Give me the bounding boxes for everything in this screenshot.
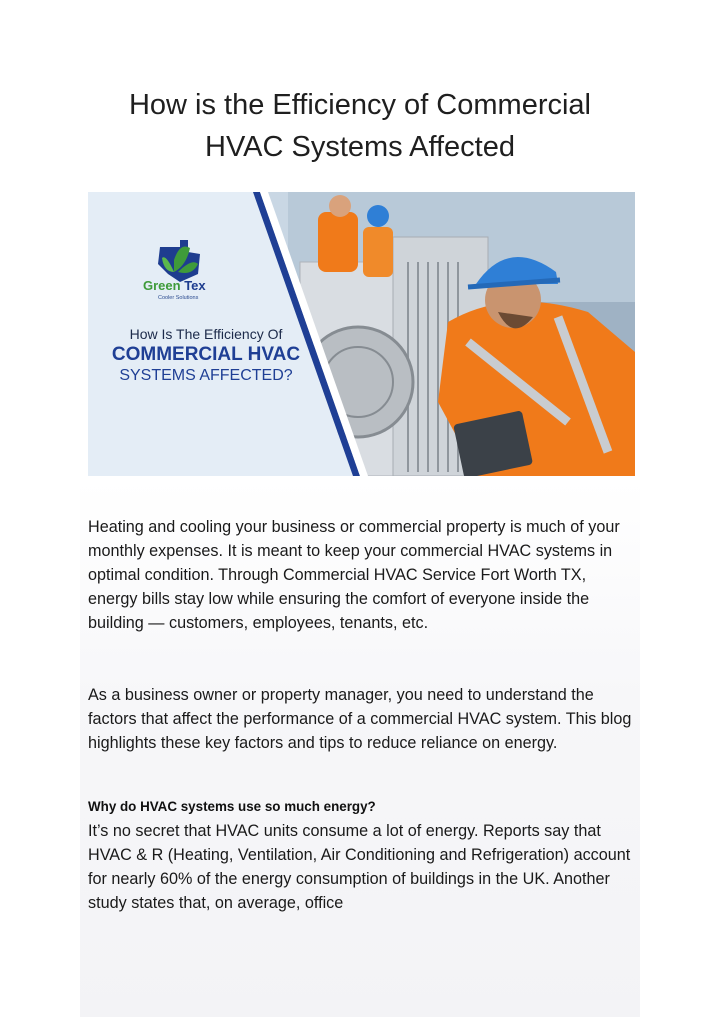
logo-green-text: Green [143, 278, 181, 293]
logo-tex-text: Tex [184, 278, 206, 293]
banner-headline-3: SYSTEMS AFFECTED? [119, 367, 293, 384]
second-paragraph: As a business owner or property manager, you need to understand the factors that affect the performance of a commercial HVAC system. This blog highlights these key factors and tips to reduce reliance on energy. [88, 686, 632, 752]
banner-headline-2: COMMERCIAL HVAC [111, 344, 301, 365]
banner-headline-1: How Is The Efficiency Of [129, 326, 283, 342]
logo-wordmark [143, 278, 206, 293]
intro-paragraph: Heating and cooling your business or commercial property is much of your monthly expenses. It is meant to keep your commercial HVAC systems in optimal condition. Through Commercial HVAC Service Fort Worth TX, energy bills stay low while ensuring the comfort of everyone inside the building — customers, employees, tenants, etc. [88, 518, 620, 632]
page-title [0, 84, 720, 168]
hero-banner-image [88, 192, 635, 476]
logo-tagline: Cooler Solutions [158, 295, 199, 301]
title-line-1: How is the Efficiency of Commercial [128, 89, 591, 121]
title-line-2: HVAC Systems Affected [205, 131, 515, 163]
section-heading: Why do HVAC systems use so much energy? [88, 799, 376, 814]
section-paragraph: It’s no secret that HVAC units consume a lot of energy. Reports say that HVAC & R (Heating, Ventilation, Air Conditioning and Refrigeration) account for nearly 60% of the energy consumption of buildings in the UK. Another study states that, on average, office [88, 822, 631, 912]
